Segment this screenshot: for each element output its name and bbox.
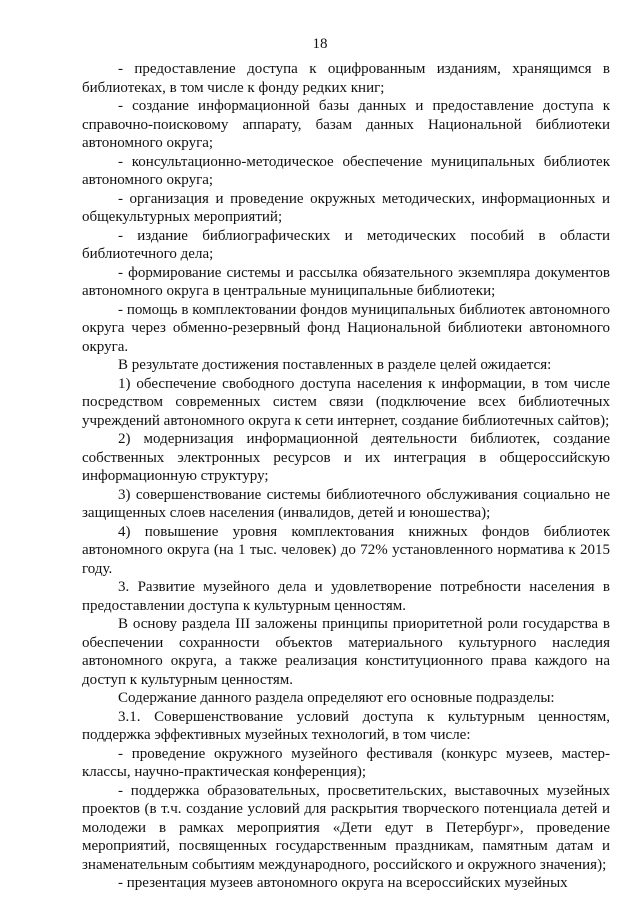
paragraph: - предоставление доступа к оцифрованным изданиям, хранящимся в библиотеках, в том числе к фонду редких книг;: [82, 61, 610, 96]
paragraph: - создание информационной базы данных и предоставление доступа к справочно-поисковому аппарату, базам данных Национальной библиотеки автономного округа;: [82, 98, 610, 151]
paragraph: - издание библиографических и методических пособий в области библиотечного дела;: [82, 227, 610, 262]
paragraph: - формирование системы и рассылка обязательного экземпляра документов автономного округа в центральные муниципальные библиотеки;: [82, 264, 610, 299]
paragraph: - организация и проведение окружных методических, информационных и общекультурных мероприятий;: [82, 190, 610, 225]
page-number: 18: [312, 36, 328, 52]
paragraph: - поддержка образовательных, просветительских, выставочных музейных проектов (в т.ч. создание условий для раскрытия творческого потенциала детей и молодежи в рамках мероприятия «Дети едут в Петербург», проведение мероприятий, посвященных государственным праздникам, памятным датам и знаменательным событиям международного, российского и окружного значения);: [82, 782, 610, 873]
paragraph: - помощь в комплектовании фондов муниципальных библиотек автономного округа через обменно-резервный фонд Национальной библиотеки автономного округа.: [82, 301, 610, 355]
paragraph: Содержание данного раздела определяют его основные подразделы:: [118, 690, 555, 706]
paragraph: 1) обеспечение свободного доступа населения к информации, в том числе посредством современных систем связи (подключение всех библиотечных учреждений автономного округа к сети интернет, создание библиотечных сайтов);: [82, 375, 610, 429]
paragraph: В результате достижения поставленных в разделе целей ожидается:: [118, 357, 552, 373]
section-heading: 3. Развитие музейного дела и удовлетворение потребности населения в предоставлении доступа к культурным ценностям.: [82, 579, 610, 614]
paragraph: 3) совершенствование системы библиотечного обслуживания социально не защищенных слоев населения (инвалидов, детей и юношества);: [82, 486, 610, 521]
paragraph: - проведение окружного музейного фестиваля (конкурс музеев, мастер-классы, научно-практическая конференция);: [82, 745, 610, 780]
paragraph: В основу раздела III заложены принципы приоритетной роли государства в обеспечении сохранности объектов материального культурного наследия автономного округа, а также реализация конституционного права каждого на доступ к культурным ценностям.: [82, 616, 610, 688]
body-text: [82, 60, 610, 893]
subsection-heading: 3.1. Совершенствование условий доступа к культурным ценностям, поддержка эффективных музейных технологий, в том числе:: [82, 708, 610, 743]
paragraph: - консультационно-методическое обеспечение муниципальных библиотек автономного округа;: [82, 153, 610, 188]
paragraph: - презентация музеев автономного округа на всероссийских музейных: [118, 875, 568, 891]
paragraph: 4) повышение уровня комплектования книжных фондов библиотек автономного округа (на 1 тыс. человек) до 72% установленного норматива к 2015 году.: [82, 523, 610, 577]
paragraph: 2) модернизация информационной деятельности библиотек, создание собственных электронных ресурсов и их интеграция в общероссийскую информационную структуру;: [82, 431, 610, 484]
